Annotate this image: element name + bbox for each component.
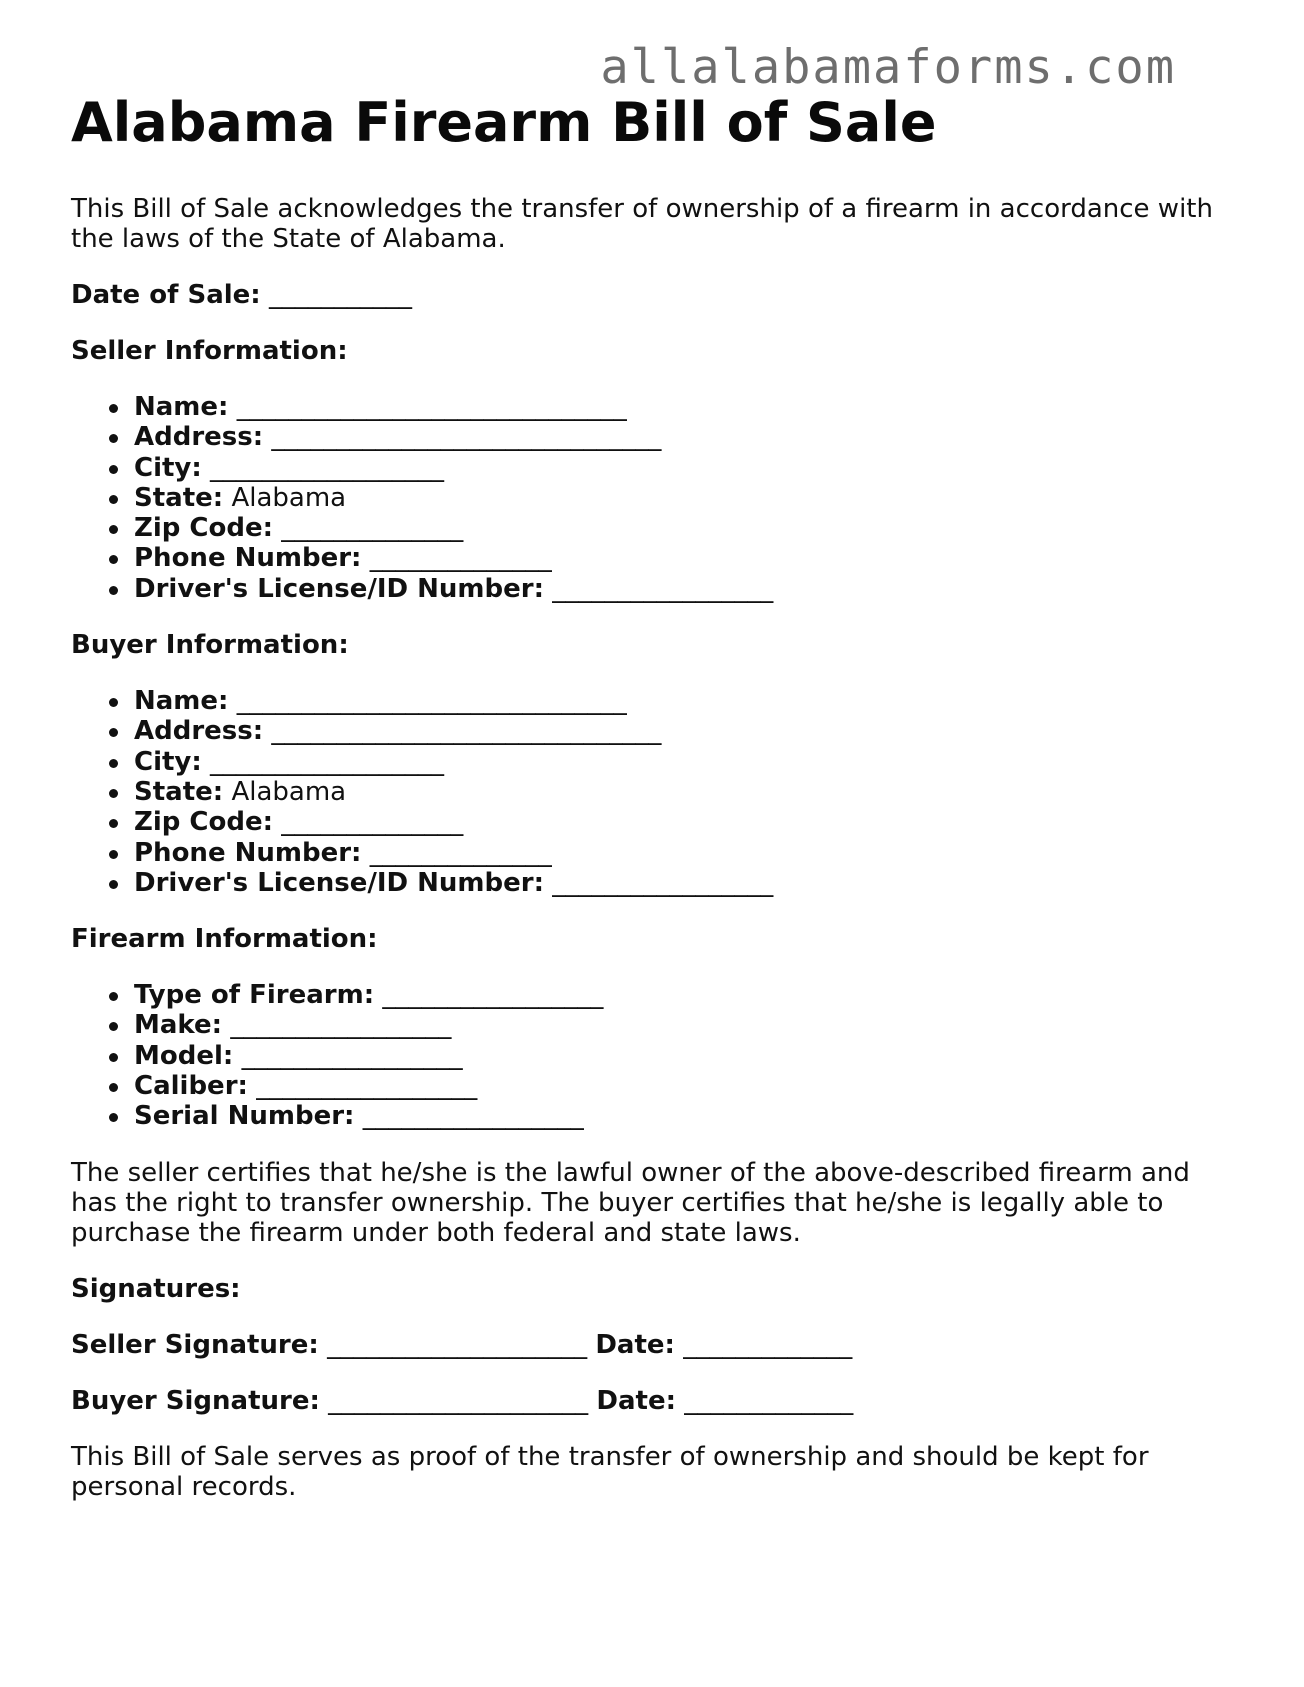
firearm-model-label: Model: xyxy=(134,1040,234,1071)
buyer-license-item xyxy=(134,868,1231,898)
intro-paragraph: This Bill of Sale acknowledges the transfer of ownership of a firearm in accordance with the laws of the State of Alabama. xyxy=(71,194,1213,254)
buyer-name-label: Name: xyxy=(134,686,229,717)
firearm-serial-blank[interactable]: _________________ xyxy=(362,1101,584,1132)
closing-paragraph: This Bill of Sale serves as proof of the transfer of ownership and should be kept for personal records. xyxy=(71,1441,1149,1502)
date-of-sale-label: Date of Sale: xyxy=(71,280,261,310)
seller-city-label: City: xyxy=(134,452,202,483)
firearm-list xyxy=(71,980,1231,1131)
firearm-make-label: Make: xyxy=(134,1010,223,1041)
buyer-name-item xyxy=(134,686,1231,716)
firearm-caliber-blank[interactable]: _________________ xyxy=(256,1071,478,1102)
seller-zip-item xyxy=(134,513,1231,543)
buyer-address-label: Address: xyxy=(134,716,264,747)
buyer-phone-item xyxy=(134,838,1231,868)
firearm-model-item xyxy=(134,1041,1231,1071)
seller-zip-blank[interactable]: ______________ xyxy=(281,513,464,544)
certification-paragraph: The seller certifies that he/she is the lawful owner of the above-described firearm and has the right to transfer ownership. The buyer certifies that he/she is legally able to purchase the firearm under both federal and state laws. xyxy=(71,1157,1190,1248)
seller-address-blank[interactable]: ______________________________ xyxy=(271,422,662,453)
buyer-zip-item xyxy=(134,807,1231,837)
firearm-caliber-label: Caliber: xyxy=(134,1071,248,1102)
signatures-heading: Signatures: xyxy=(71,1273,241,1304)
seller-list xyxy=(71,392,1231,604)
firearm-heading: Firearm Information: xyxy=(71,924,378,955)
seller-zip-label: Zip Code: xyxy=(134,513,274,544)
buyer-phone-label: Phone Number: xyxy=(134,837,362,868)
buyer-signature-line xyxy=(71,1386,1231,1416)
buyer-state-label: State: xyxy=(134,776,224,807)
seller-license-item xyxy=(134,574,1231,604)
seller-signature-line xyxy=(71,1330,1231,1360)
buyer-state-item xyxy=(134,777,1231,807)
buyer-list xyxy=(71,686,1231,898)
seller-name-item xyxy=(134,392,1231,422)
seller-phone-item xyxy=(134,543,1231,573)
document-body xyxy=(71,88,1231,1502)
buyer-zip-label: Zip Code: xyxy=(134,807,274,838)
seller-state-value: Alabama xyxy=(231,482,347,513)
seller-city-blank[interactable]: __________________ xyxy=(210,452,445,483)
firearm-serial-label: Serial Number: xyxy=(134,1101,355,1132)
seller-signature-blank[interactable]: ____________________ xyxy=(327,1329,588,1360)
buyer-signature-label: Buyer Signature: xyxy=(71,1385,320,1416)
seller-signature-label: Seller Signature: xyxy=(71,1329,319,1360)
firearm-make-item xyxy=(134,1010,1231,1040)
buyer-license-blank[interactable]: _________________ xyxy=(552,867,774,898)
seller-phone-blank[interactable]: ______________ xyxy=(369,543,552,574)
seller-name-blank[interactable]: ______________________________ xyxy=(236,392,627,422)
buyer-signature-blank[interactable]: ____________________ xyxy=(328,1385,589,1416)
buyer-state-value: Alabama xyxy=(231,776,347,807)
seller-address-label: Address: xyxy=(134,422,264,453)
date-of-sale-blank[interactable]: ___________ xyxy=(268,280,412,310)
seller-phone-label: Phone Number: xyxy=(134,543,362,574)
firearm-serial-item xyxy=(134,1101,1231,1131)
seller-license-blank[interactable]: _________________ xyxy=(552,573,774,604)
buyer-city-item xyxy=(134,747,1231,777)
buyer-zip-blank[interactable]: ______________ xyxy=(281,807,464,838)
seller-date-label: Date: xyxy=(595,1329,675,1360)
seller-state-label: State: xyxy=(134,482,224,513)
buyer-city-blank[interactable]: __________________ xyxy=(210,746,445,777)
seller-heading: Seller Information: xyxy=(71,336,348,366)
buyer-name-blank[interactable]: ______________________________ xyxy=(236,686,627,717)
seller-city-item xyxy=(134,453,1231,483)
firearm-model-blank[interactable]: _________________ xyxy=(241,1040,463,1071)
seller-date-blank[interactable]: _____________ xyxy=(683,1329,853,1360)
seller-name-label: Name: xyxy=(134,392,229,422)
seller-address-item xyxy=(134,422,1231,452)
watermark: allalabamaforms.com xyxy=(600,40,1176,95)
buyer-date-blank[interactable]: _____________ xyxy=(684,1385,854,1416)
firearm-make-blank[interactable]: _________________ xyxy=(230,1010,452,1041)
firearm-caliber-item xyxy=(134,1071,1231,1101)
buyer-date-label: Date: xyxy=(596,1385,677,1416)
seller-license-label: Driver's License/ID Number: xyxy=(134,573,544,604)
buyer-address-blank[interactable]: ______________________________ xyxy=(271,716,662,747)
firearm-type-label: Type of Firearm: xyxy=(134,980,375,1011)
buyer-city-label: City: xyxy=(134,746,202,777)
firearm-type-blank[interactable]: _________________ xyxy=(382,980,604,1011)
seller-state-item xyxy=(134,483,1231,513)
page-title: Alabama Firearm Bill of Sale xyxy=(71,91,937,154)
buyer-heading: Buyer Information: xyxy=(71,630,349,661)
buyer-license-label: Driver's License/ID Number: xyxy=(134,867,544,898)
buyer-address-item xyxy=(134,716,1231,746)
date-of-sale-line xyxy=(71,280,1231,310)
firearm-type-item xyxy=(134,980,1231,1010)
buyer-phone-blank[interactable]: ______________ xyxy=(369,837,552,868)
